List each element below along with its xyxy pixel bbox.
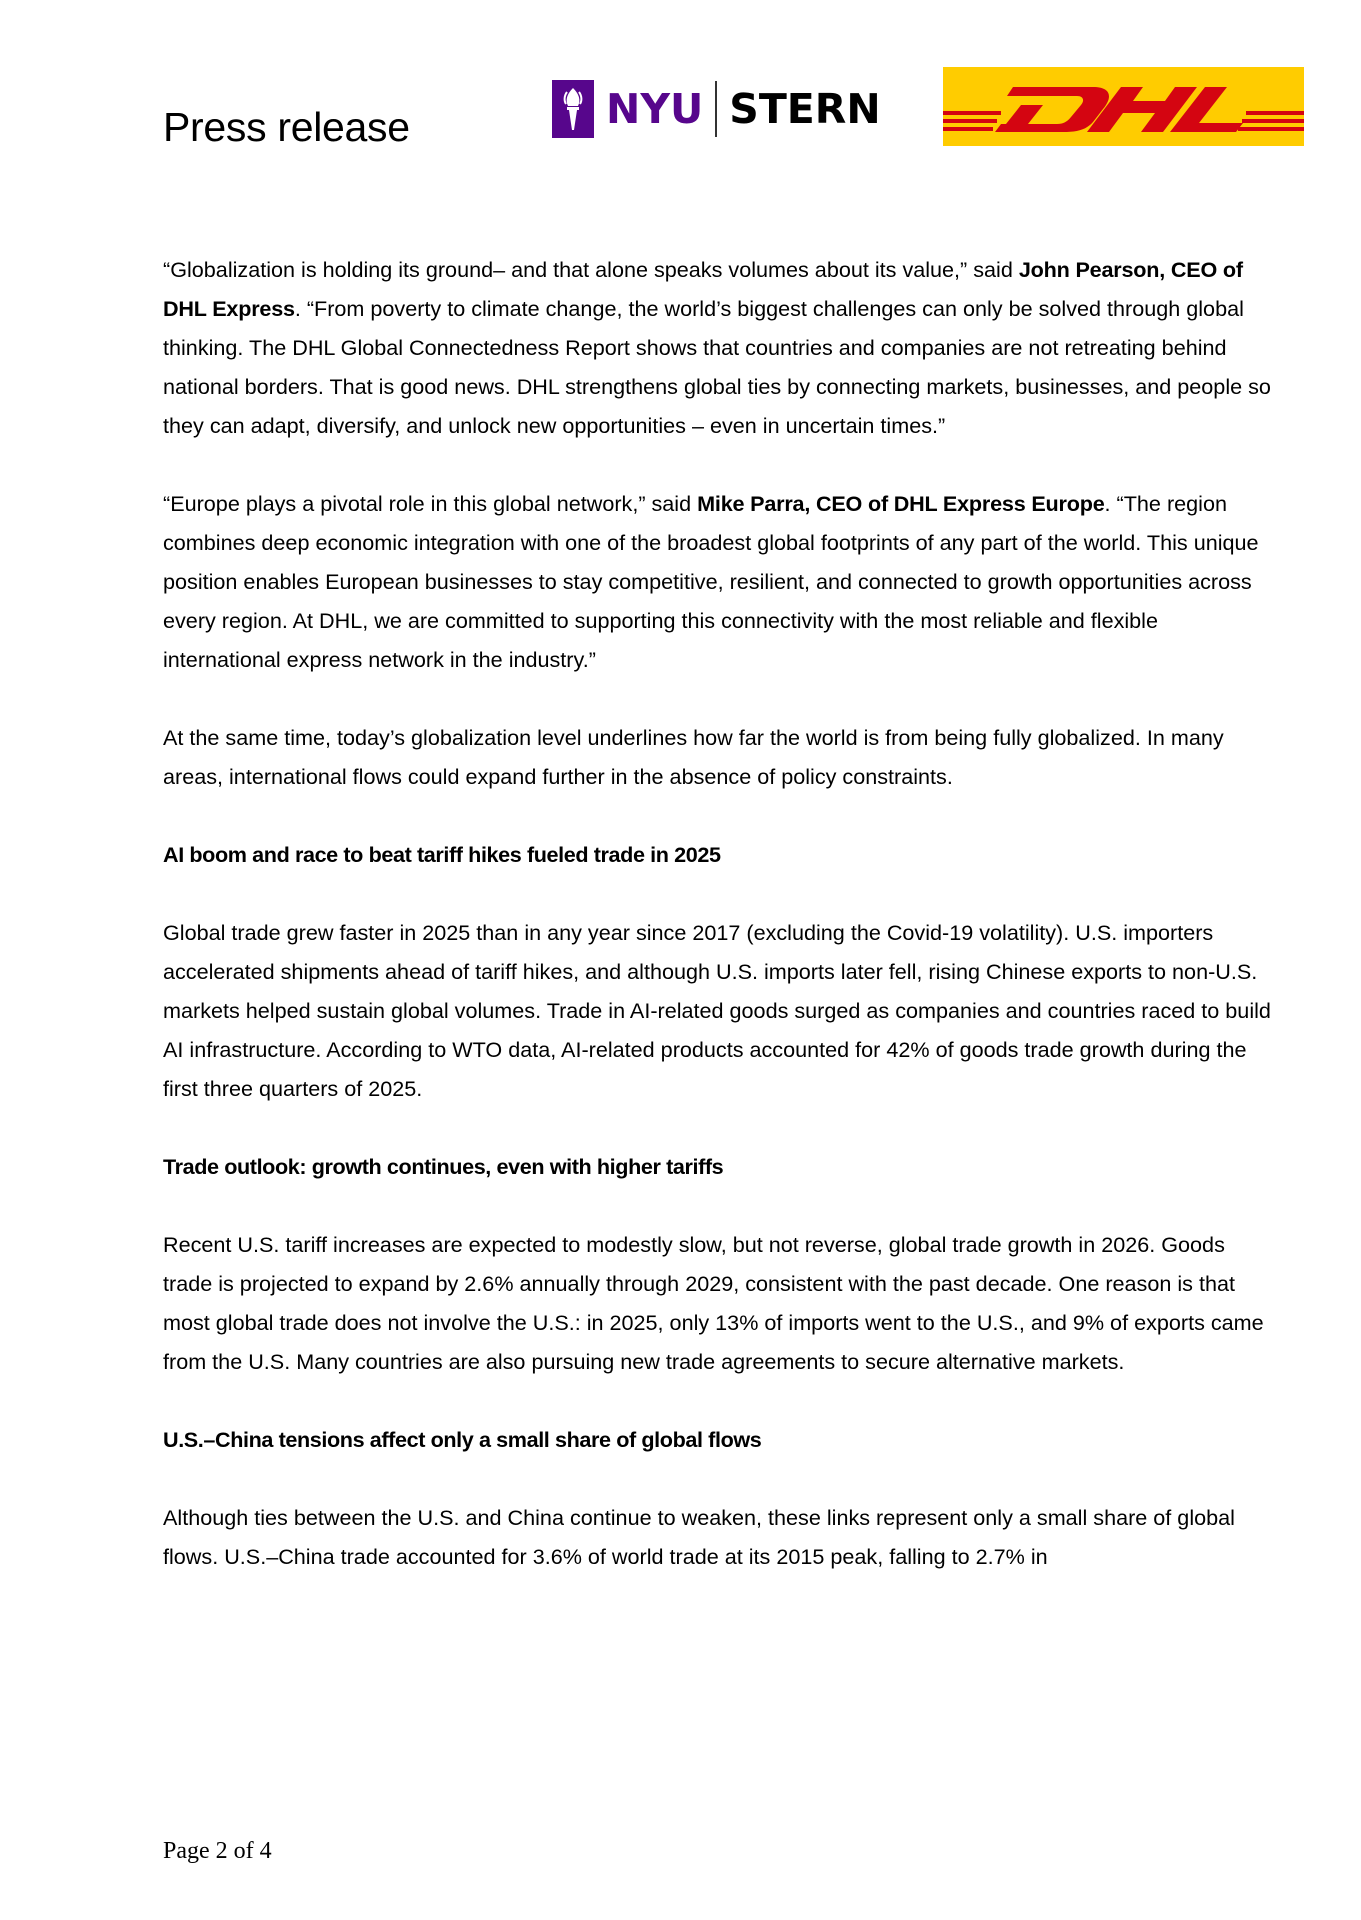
section-paragraph-ai-boom: Global trade grew faster in 2025 than in any year since 2017 (excluding the Covid‑19 volatility). U.S. importers accelerated shipments ahead of tariff hikes, and although U.S. imports later fell, rising Chinese exports to non‑U.S. markets helped sustain global volumes. Trade in AI‑related goods surged as companies and countries raced to build AI infrastructure. According to WTO data, AI‑related products accounted for 42% of goods trade growth during the first three quarters of 2025. bbox=[163, 920, 1271, 1101]
speaker-name: Mike Parra, CEO of DHL Express Europe bbox=[697, 491, 1105, 516]
section-heading-trade-outlook: Trade outlook: growth continues, even with higher tariffs bbox=[163, 1154, 724, 1179]
quote-text: “Globalization is holding its ground– and that alone speaks volumes about its value,” said bbox=[163, 257, 1019, 282]
quote-paragraph-pearson bbox=[163, 250, 1273, 445]
quote-text: . “The region combines deep economic integration with one of the broadest global footprints of any part of the world. This unique position enables European businesses to stay competitive, resilient, and connected to growth opportunities across every region. At DHL, we are committed to supporting this connectivity with the most reliable and flexible international express network in the industry.” bbox=[163, 491, 1259, 672]
section-heading-us-china: U.S.–China tensions affect only a small share of global flows bbox=[163, 1427, 762, 1452]
quote-paragraph-parra bbox=[163, 484, 1273, 679]
section-paragraph-trade-outlook: Recent U.S. tariff increases are expected to modestly slow, but not reverse, global trade growth in 2026. Goods trade is projected to expand by 2.6% annually through 2029, consistent with the past decade. One reason is that most global trade does not involve the U.S.: in 2025, only 13% of imports went to the U.S., and 9% of exports came from the U.S. Many countries are also pursuing new trade agreements to secure alternative markets. bbox=[163, 1232, 1264, 1374]
nyu-stern-logo bbox=[552, 80, 881, 138]
stern-wordmark: STERN bbox=[729, 85, 881, 133]
page-number: Page 2 of 4 bbox=[163, 1838, 272, 1864]
body-paragraph bbox=[163, 718, 1273, 796]
torch-icon bbox=[552, 80, 594, 138]
section-paragraph-us-china: Although ties between the U.S. and China continue to weaken, these links represent only a small share of global flows. U.S.–China trade accounted for 3.6% of world trade at its 2015 peak, falling to 2.7% in bbox=[163, 1505, 1235, 1569]
section-heading-ai-boom: AI boom and race to beat tariff hikes fueled trade in 2025 bbox=[163, 842, 721, 867]
quote-text: . “From poverty to climate change, the world’s biggest challenges can only be solved through global thinking. The DHL Global Connectedness Report shows that countries and companies are not retreating behind national borders. That is good news. DHL strengthens global ties by connecting markets, businesses, and people so they can adapt, diversify, and unlock new opportunities – even in uncertain times.” bbox=[163, 296, 1271, 438]
speaker-name: John Pearson, CEO of DHL Express bbox=[163, 257, 1243, 321]
nyu-wordmark: NYU bbox=[606, 85, 704, 133]
quote-text: “Europe plays a pivotal role in this global network,” said bbox=[163, 491, 698, 516]
paragraph-text: At the same time, today’s globalization level underlines how far the world is from being fully globalized. In many areas, international flows could expand further in the absence of policy constraints. bbox=[163, 725, 1224, 789]
dhl-wordmark-icon bbox=[943, 67, 1304, 146]
dhl-logo bbox=[943, 67, 1304, 146]
document-type-title: Press release bbox=[163, 104, 410, 150]
logo-divider bbox=[715, 81, 717, 137]
press-release-body bbox=[163, 250, 1273, 1615]
